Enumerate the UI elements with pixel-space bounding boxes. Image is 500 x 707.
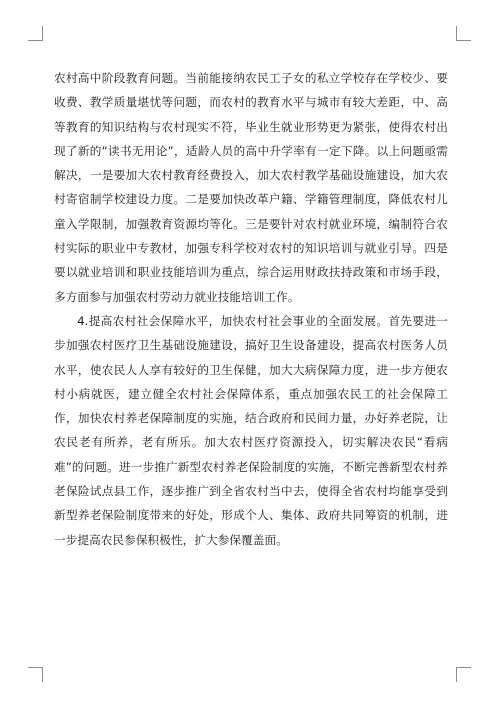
crop-mark-top-left [28,26,43,41]
body-text [54,66,448,552]
paragraph-social-security: 4.提高农村社会保障水平，加快农村社会事业的全面发展。首先要进一步加强农村医疗卫生基础设施建设，搞好卫生设备建设，提高农村医务人员水平，使农民人人享有较好的卫生保健，加大大病保障力度，进一步方便农村小病就医，建立健全农村社会保障体系，重点加强农民工的社会保障工作，加快农村养老保障制度的实施，结合政府和民间力量，办好养老院，让农民老有所养，老有所乐。加大农村医疗资源投入，切实解决农民“看病难”的问题。进一步推广新型农村养老保险制度的实施，不断完善新型农村养老保险试点县工作，逐步推广到全省农村当中去，使得全省农村均能享受到新型养老保险制度带来的好处，形成个人、集体、政府共同筹资的机制，进一步提高农民参保积极性，扩大参保覆盖面。 [54,313,448,547]
crop-mark-top-right [456,26,471,41]
crop-mark-bottom-left [28,667,43,682]
crop-mark-bottom-right [456,667,471,682]
paragraph-education: 农村高中阶段教育问题。当前能接纳农民工子女的私立学校存在学校少、要收费、教学质量堪忧等问题，而农村的教育水平与城市有较大差距，中、高等教育的知识结构与农村现实不符，毕业生就业形势更为紧张，使得农村出现了新的“读书无用论”，适龄人员的高中升学率有一定下降。以上问题亟需解决，一是要加大农村教育经费投入，加大农村教学基础设施建设，加大农村寄宿制学校建设力度。二是要加快改革户籍、学籍管理制度，降低农村儿童入学限制，加强教育资源均等化。三是要针对农村就业环境，编制符合农村实际的职业中专教材，加强专科学校对农村的知识培训与就业引导。四是要以就业培训和职业技能培训为重点，综合运用财政扶持政策和市场手段，多方面参与加强农村劳动力就业技能培训工作。 [54,71,448,304]
